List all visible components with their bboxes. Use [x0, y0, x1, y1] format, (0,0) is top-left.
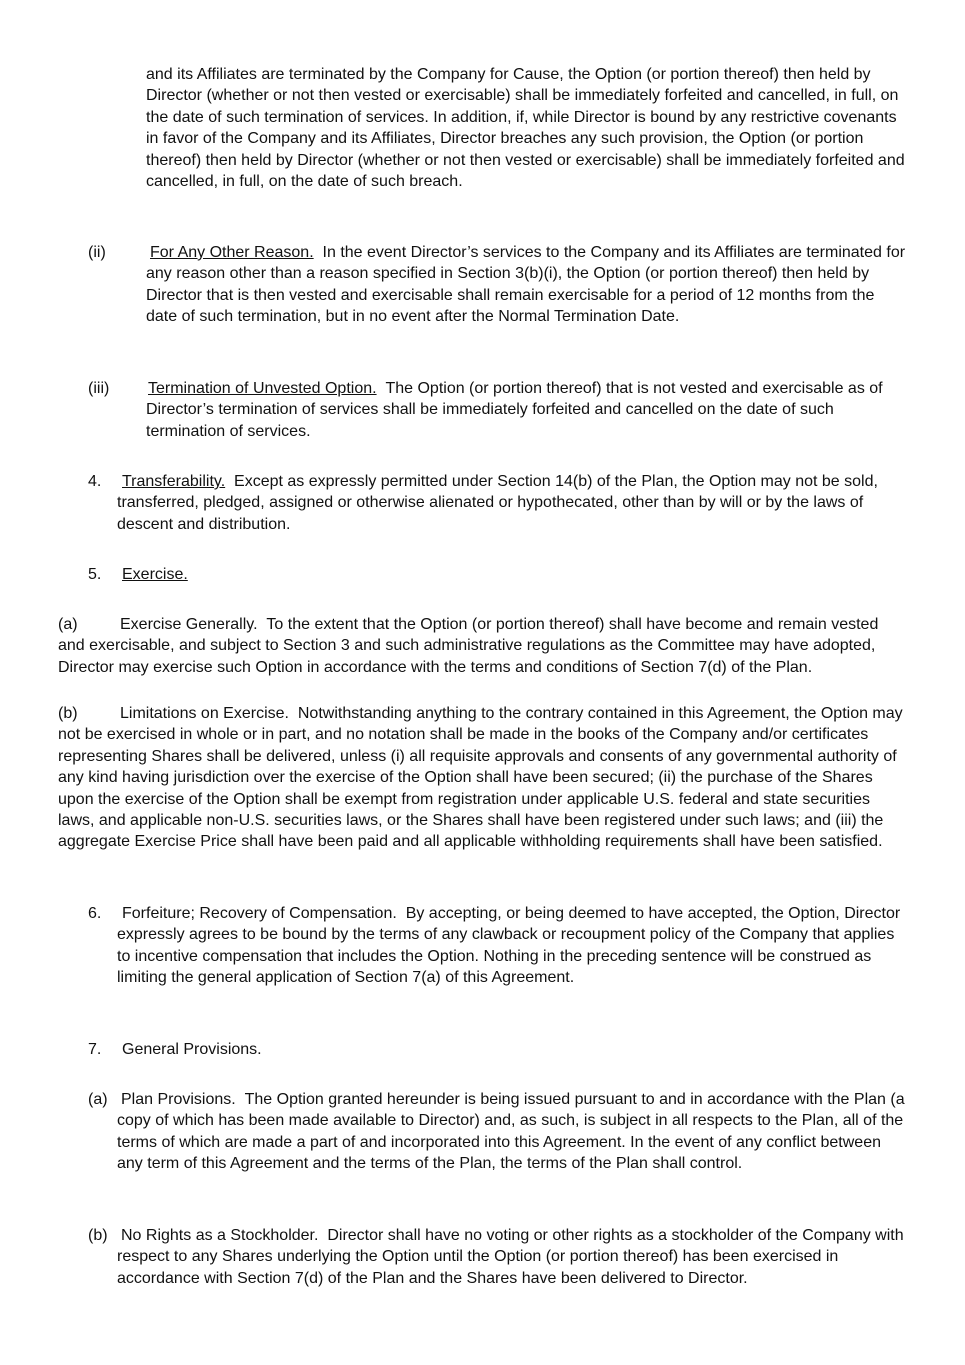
- section-3b-iii: [88, 378, 906, 442]
- item-body: The Option granted hereunder is being issued pursuant to and in accordance with the Plan (a copy of which has been made available to Director) and, as such, is subject in all respects to the Plan, all of the terms of which are made a part of and incorporated into this Agreement. In the event of any conflict between any term of this Agreement and the terms of the Plan, the terms of the Plan shall control.: [117, 1091, 905, 1173]
- item-heading: Limitations on Exercise.: [120, 705, 289, 722]
- item-marker: (b): [88, 1227, 108, 1244]
- section-5b: [58, 703, 908, 853]
- item-heading: Plan Provisions.: [121, 1091, 236, 1108]
- section-7a: [88, 1089, 908, 1175]
- section-number: 7.: [88, 1041, 102, 1058]
- item-marker: (b): [58, 705, 78, 722]
- section-4-transferability: [88, 471, 906, 535]
- section-5a: [58, 614, 908, 678]
- item-heading: No Rights as a Stockholder.: [121, 1227, 319, 1244]
- item-body: To the extent that the Option (or portion thereof) shall have become and remain vested and exercisable, and subject to Section 3 and such administrative regulations as the Committee may have adopted, Director may exercise such Option in accordance with the terms and conditions of Section 7(d) of the Plan.: [58, 616, 879, 676]
- section-6-forfeiture: [88, 903, 908, 989]
- item-body: The Option (or portion thereof) that is not vested and exercisable as of Director’s termination of services shall be immediately forfeited and cancelled on the date of such termination of services.: [146, 380, 883, 440]
- item-heading: For Any Other Reason.: [150, 244, 314, 261]
- item-marker: (a): [88, 1091, 108, 1108]
- section-heading: Transferability.: [122, 473, 226, 490]
- item-heading: Exercise Generally.: [120, 616, 258, 633]
- section-3b-ii: [88, 242, 906, 328]
- section-7b: [88, 1225, 908, 1289]
- item-body: Notwithstanding anything to the contrary contained in this Agreement, the Option may not be exercised in whole or in part, and no notation shall be made in the books of the Company and/or certificates representing Shares shall be delivered, unless (i) all requisite approvals and consents of any governmental authority of any kind having jurisdiction over the exercise of the Option shall have been secured; (ii) the purchase of the Shares upon the exercise of the Option shall be exempt from registration under applicable U.S. federal and state securities laws, and applicable non-U.S. securities laws, or the Shares shall have been registered under such laws; and (iii) the aggregate Exercise Price shall have been paid and all applicable withholding requirements shall have been satisfied.: [58, 705, 903, 851]
- section-heading: Forfeiture; Recovery of Compensation.: [122, 905, 397, 922]
- item-marker: (ii): [88, 244, 106, 261]
- section-3b-i-continuation: [146, 64, 906, 192]
- section-number: 5.: [88, 566, 102, 583]
- item-heading: Termination of Unvested Option.: [148, 380, 377, 397]
- paragraph-text: and its Affiliates are terminated by the Company for Cause, the Option (or portion thereof) then held by Director (whether or not then vested or exercisable) shall be immediately forfeited and cancelled, in full, on the date of such termination of services. In addition, if, while Director is bound by any restrictive covenants in favor of the Company and its Affiliates, Director breaches any such provision, the Option (or portion thereof) then held by Director (whether or not then vested or exercisable) shall be immediately forfeited and cancelled, in full, on the date of such breach.: [146, 66, 905, 191]
- section-heading: General Provisions.: [122, 1041, 262, 1058]
- section-heading: Exercise.: [122, 566, 188, 583]
- item-body: Director shall have no voting or other rights as a stockholder of the Company with respect to any Shares underlying the Option until the Option (or portion thereof) has been exercised in accordance with Section 7(d) of the Plan and the Shares have been delivered to Director.: [117, 1227, 904, 1287]
- section-number: 6.: [88, 905, 102, 922]
- item-marker: (iii): [88, 380, 110, 397]
- section-body: Except as expressly permitted under Section 14(b) of the Plan, the Option may not be sold, transferred, pledged, assigned or otherwise alienated or hypothecated, other than by will or by the laws of descent and distribution.: [117, 473, 878, 533]
- item-body: In the event Director’s services to the Company and its Affiliates are terminated for any reason other than a reason specified in Section 3(b)(i), the Option (or portion thereof) then held by Director that is then vested and exercisable shall remain exercisable for a period of 12 months from the date of such termination, but in no event after the Normal Termination Date.: [146, 244, 906, 326]
- section-body: By accepting, or being deemed to have accepted, the Option, Director expressly agrees to be bound by the terms of any clawback or recoupment policy of the Company that applies to incentive compensation that includes the Option. Nothing in the preceding sentence will be construed as limiting the general application of Section 7(a) of this Agreement.: [117, 905, 901, 987]
- section-number: 4.: [88, 473, 102, 490]
- item-marker: (a): [58, 616, 78, 633]
